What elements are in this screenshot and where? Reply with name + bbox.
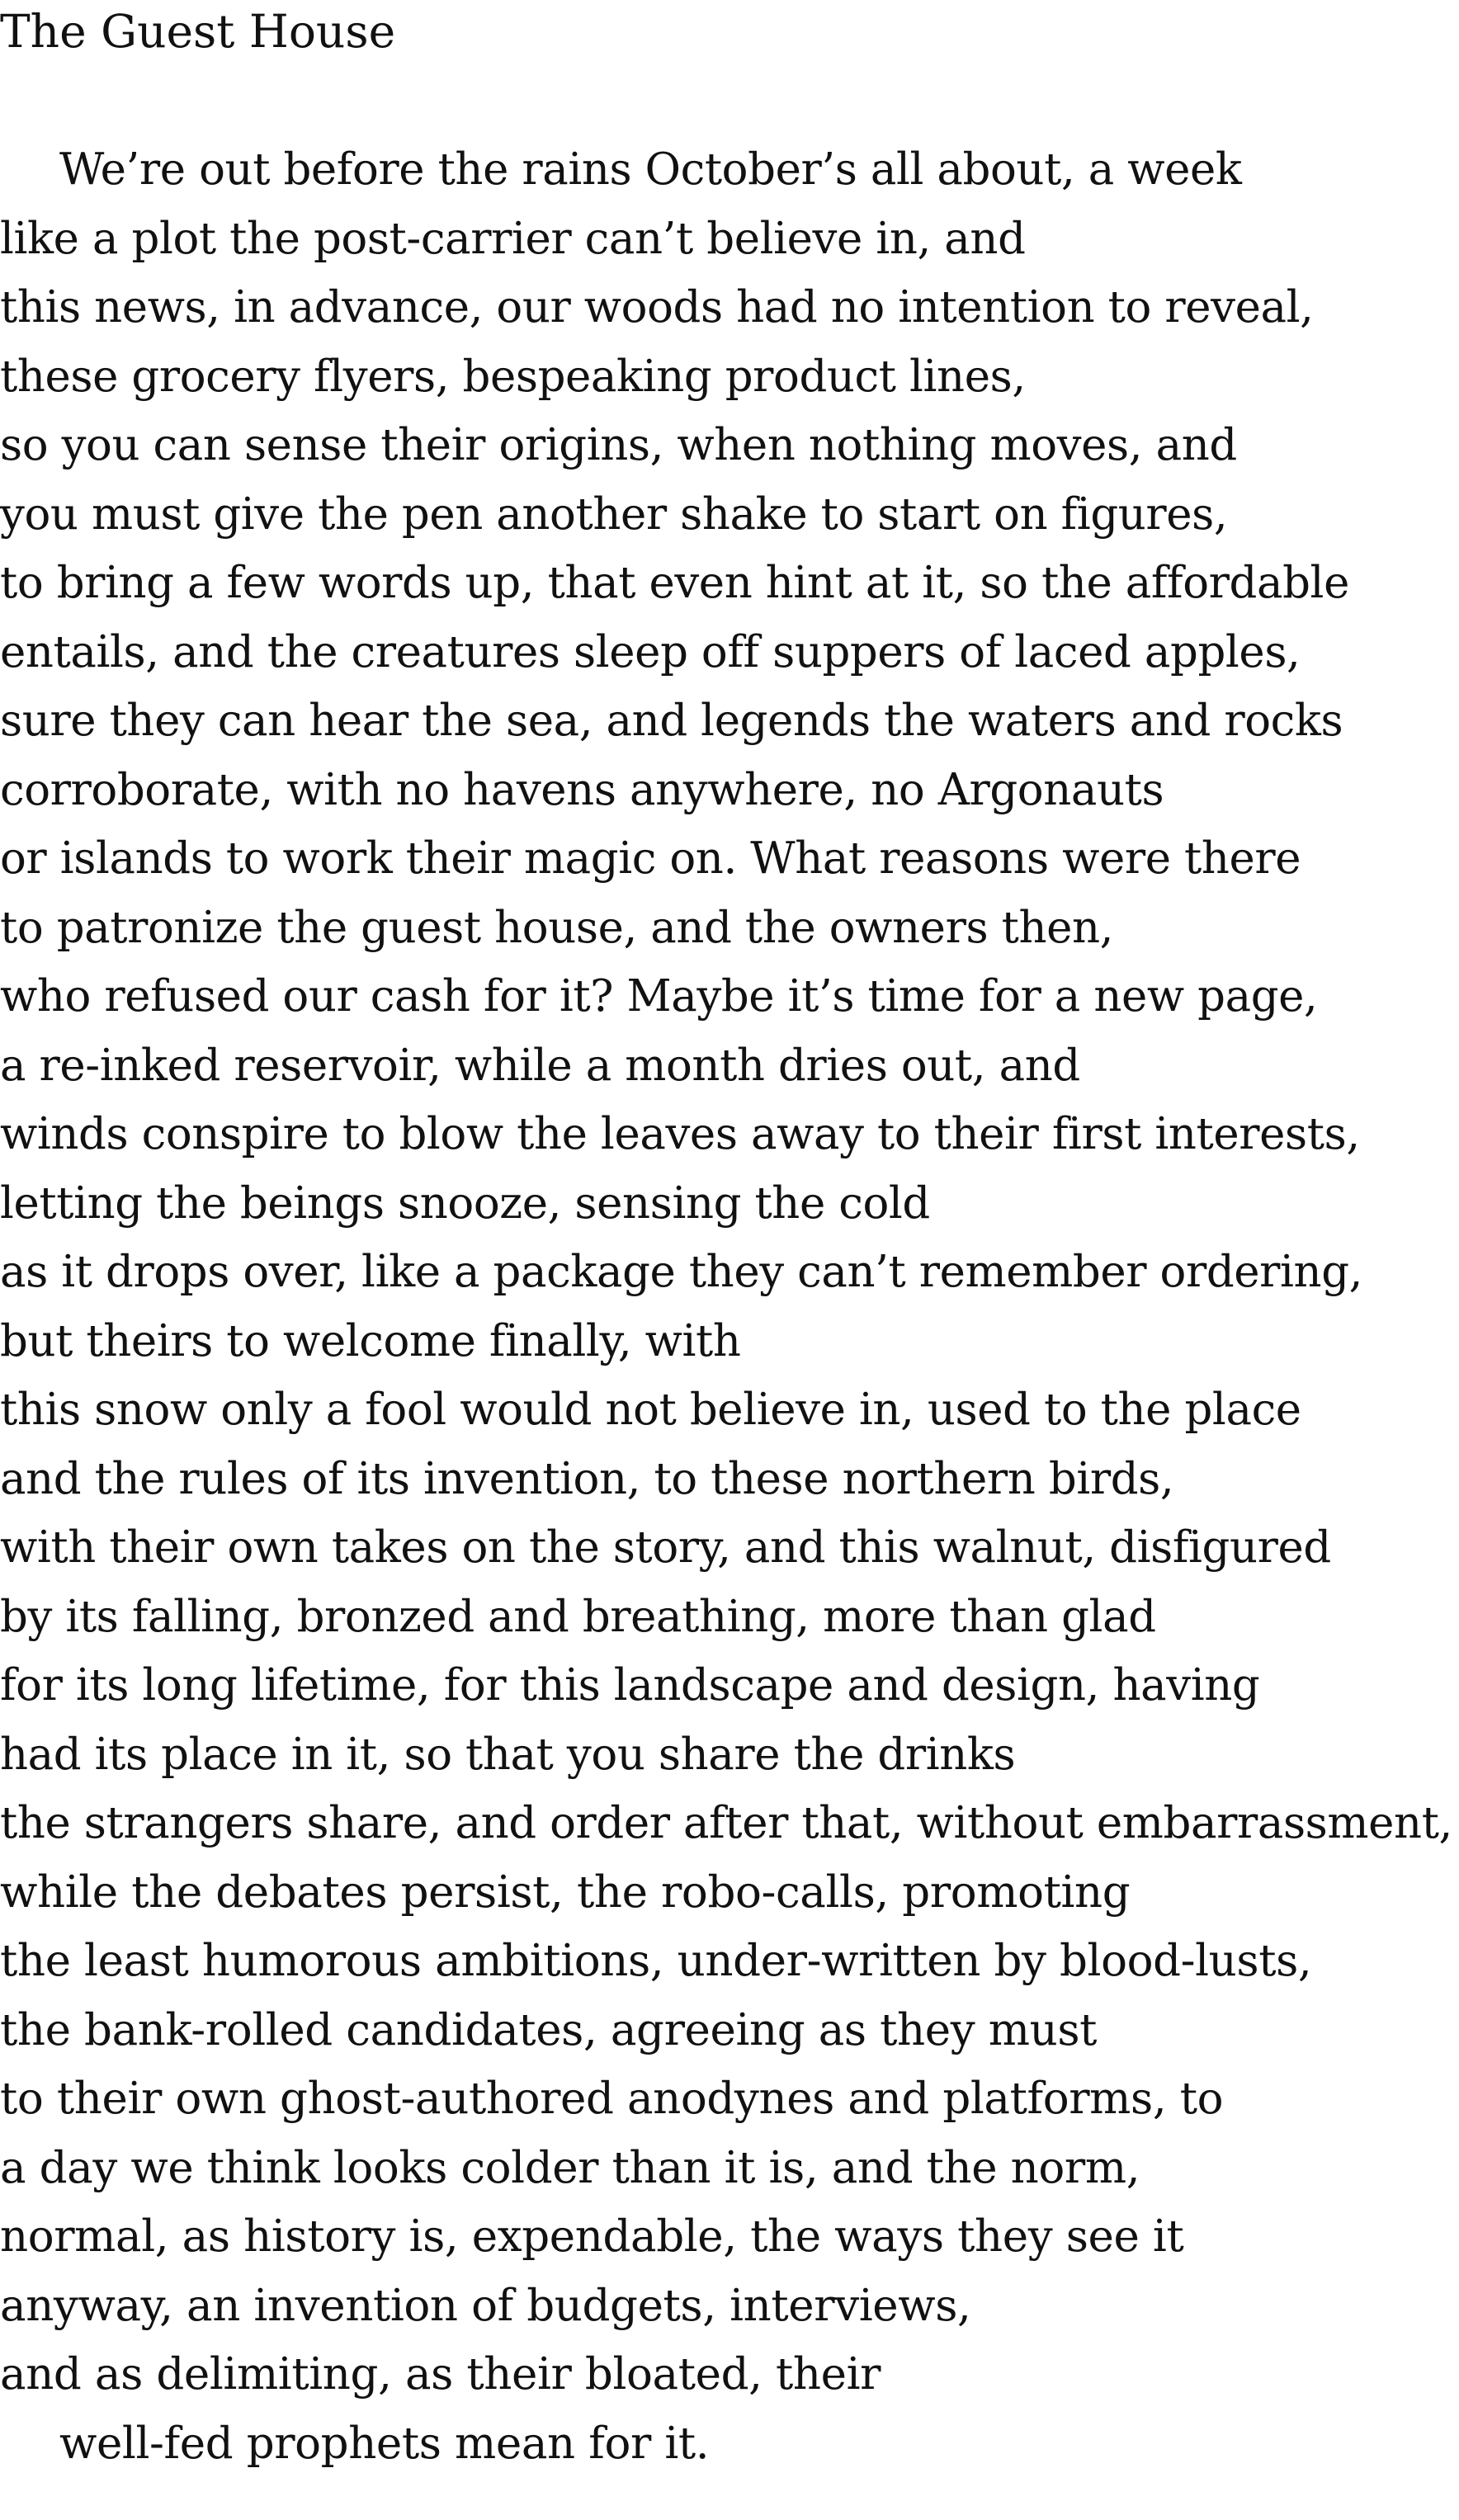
poem-line: or islands to work their magic on. What reasons were there	[0, 833, 1301, 884]
poem-body	[0, 135, 1452, 2478]
poem-line: and the rules of its invention, to these northern birds,	[0, 1453, 1174, 1504]
poem-title: The Guest House	[0, 5, 396, 58]
poem-line: letting the beings snooze, sensing the cold	[0, 1177, 930, 1229]
poem-line: winds conspire to blow the leaves away to their first interests,	[0, 1109, 1360, 1159]
poem-line: these grocery flyers, bespeaking product lines,	[0, 351, 1026, 402]
poem-line: the strangers share, and order after that, without embarrassment,	[0, 1798, 1452, 1848]
poem-line: who refused our cash for it? Maybe it’s time for a new page,	[0, 971, 1318, 1022]
poem-line: as it drops over, like a package they can’t remember ordering,	[0, 1247, 1363, 1297]
poem-line: and as delimiting, as their bloated, their	[0, 2349, 881, 2400]
poem-line: to bring a few words up, that even hint at it, so the affordable	[0, 558, 1349, 608]
poem-line: by its falling, bronzed and breathing, more than glad	[0, 1591, 1156, 1642]
poem-line: this news, in advance, our woods had no intention to reveal,	[0, 282, 1314, 333]
poem-line: a re-inked reservoir, while a month dries out, and	[0, 1040, 1080, 1091]
poem-line: the bank-rolled candidates, agreeing as they must	[0, 2004, 1098, 2055]
poem-line: a day we think looks colder than it is, and the norm,	[0, 2142, 1140, 2193]
poem-line: anyway, an invention of budgets, interviews,	[0, 2280, 971, 2331]
poem-line: well-fed prophets mean for it.	[59, 2418, 710, 2469]
poem-line: while the debates persist, the robo-calls, promoting	[0, 1866, 1131, 1918]
poem-line: so you can sense their origins, when nothing moves, and	[0, 420, 1237, 470]
poem-line: to their own ghost-authored anodynes and platforms, to	[0, 2074, 1224, 2124]
poem-line: sure they can hear the sea, and legends the waters and rocks	[0, 696, 1343, 746]
poem-line: to patronize the guest house, and the owners then,	[0, 902, 1114, 953]
poem-line: normal, as history is, expendable, the ways they see it	[0, 2211, 1184, 2262]
poem-line: the least humorous ambitions, under-written by blood-lusts,	[0, 1936, 1312, 1986]
poem-line: this snow only a fool would not believe in, used to the place	[0, 1385, 1301, 1435]
poem-line: corroborate, with no havens anywhere, no Argonauts	[0, 764, 1164, 815]
poem-line: like a plot the post-carrier can’t believe in, and	[0, 213, 1026, 264]
poem-line: with their own takes on the story, and this walnut, disfigured	[0, 1522, 1331, 1573]
poem-line: had its place in it, so that you share the drinks	[0, 1729, 1016, 1780]
poem-line: We’re out before the rains October’s all about, a week	[59, 144, 1242, 195]
poem-line: entails, and the creatures sleep off suppers of laced apples,	[0, 626, 1301, 677]
poem-line: but theirs to welcome finally, with	[0, 1315, 741, 1366]
poem-line: you must give the pen another shake to start on figures,	[0, 488, 1228, 540]
poem-line: for its long lifetime, for this landscape and design, having	[0, 1660, 1260, 1711]
